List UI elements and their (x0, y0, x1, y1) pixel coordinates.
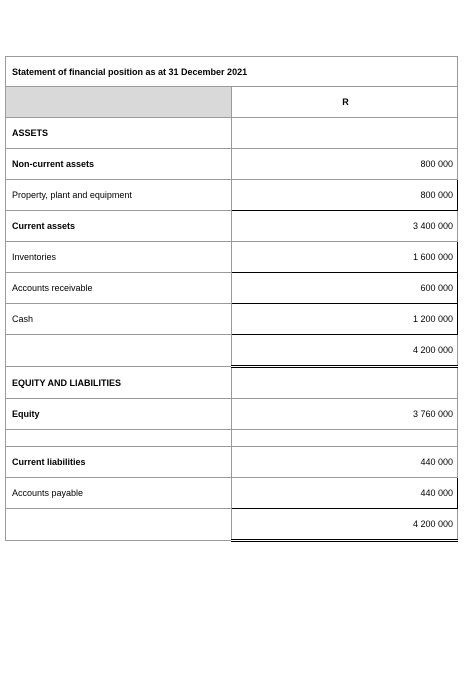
table-row (6, 180, 458, 211)
row-label (6, 430, 232, 447)
table-row (6, 399, 458, 430)
spacer-row (6, 430, 458, 447)
row-value: 800 000 (232, 149, 458, 180)
table-row (6, 367, 458, 399)
row-value (232, 367, 458, 399)
row-label: Accounts payable (6, 478, 232, 509)
row-label: Non-current assets (6, 149, 232, 180)
table-row (6, 304, 458, 335)
row-value: 1 600 000 (232, 242, 458, 273)
statement-title: Statement of financial position as at 31 December 2021 (6, 57, 458, 87)
row-label: Inventories (6, 242, 232, 273)
financial-statement (5, 56, 458, 542)
table-row (6, 478, 458, 509)
row-value: 1 200 000 (232, 304, 458, 335)
currency-header: R (232, 87, 458, 118)
row-label: EQUITY AND LIABILITIES (6, 367, 232, 399)
table-row (6, 447, 458, 478)
row-label: Accounts receivable (6, 273, 232, 304)
row-label (6, 335, 232, 367)
row-label: Property, plant and equipment (6, 180, 232, 211)
row-value (232, 118, 458, 149)
table-row (6, 242, 458, 273)
row-label: ASSETS (6, 118, 232, 149)
statement-table (5, 56, 458, 542)
total-assets-value: 4 200 000 (232, 335, 458, 367)
row-value: 3 760 000 (232, 399, 458, 430)
header-label-cell (6, 87, 232, 118)
table-row (6, 149, 458, 180)
title-row (6, 57, 458, 87)
row-value: 440 000 (232, 447, 458, 478)
row-value (232, 430, 458, 447)
row-value: 3 400 000 (232, 211, 458, 242)
total-row (6, 335, 458, 367)
row-value: 600 000 (232, 273, 458, 304)
header-row (6, 87, 458, 118)
row-label (6, 509, 232, 541)
row-label: Equity (6, 399, 232, 430)
table-row (6, 211, 458, 242)
row-label: Cash (6, 304, 232, 335)
row-value: 800 000 (232, 180, 458, 211)
table-row (6, 273, 458, 304)
table-row (6, 118, 458, 149)
row-label: Current liabilities (6, 447, 232, 478)
total-equity-liabilities-value: 4 200 000 (232, 509, 458, 541)
total-row (6, 509, 458, 541)
row-label: Current assets (6, 211, 232, 242)
row-value: 440 000 (232, 478, 458, 509)
